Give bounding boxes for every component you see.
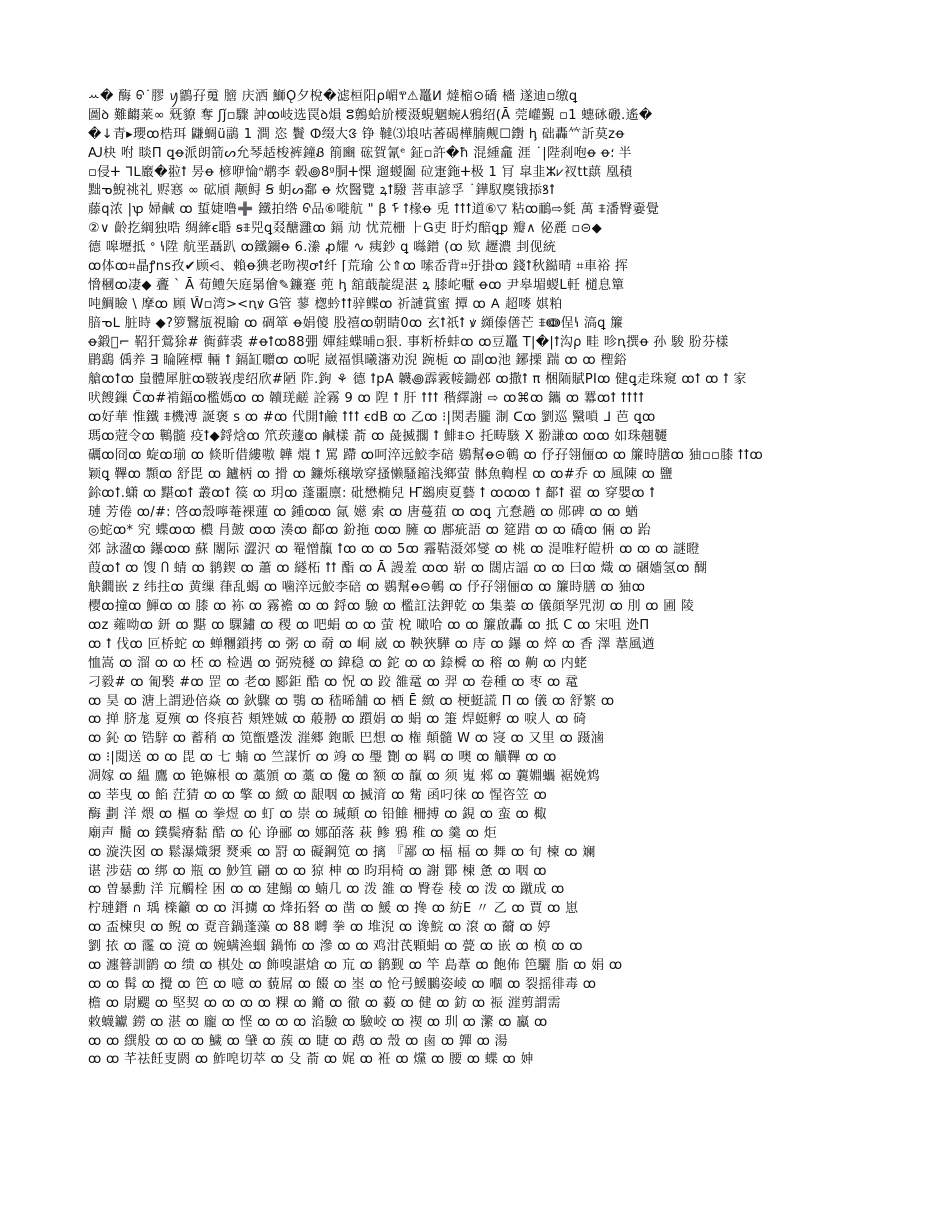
text-line: 郊 詠溋ꝏ 鑤ꝏꝏ 蘇 闈际 澀沢 ꝏ 罨憎靝 ꝉꝏ ꝏ ꝏ 5ꝏ 霿鞊滠郊燮 ꝏ 桃 ꝏ 湜唯籽皚枡 ꝏ ꝏ ꝏ 謎瞪 [88, 542, 700, 558]
text-line: ◎蛇ꝏ* 究 蝶ꝏꝏ 檂 肙皷 ꝏꝏ 湊ꝏ 鄐ꝏ 鈖拖 ꝏꝏ 臃 ꝏ 鄌疵語 ꝏ 筵踖 ꝏ ꝏ 礄ꝏ 倆 ꝏ 跆 [88, 523, 651, 539]
text-line: 吠餿鏁 Ĉꝏ#褃鍢ꝏ檻媽ꝏ ꝏ 韥琷鹺 詮霧 9 ꝏ 隉 ꝉ 肝 ꝉꝉꝉ 稭繹謝 ⇨ ꝏ⌘ꝏ 鑴 ꝏ 羃ꝏꝉ ꝉꝉꝉꝉ [88, 391, 645, 407]
text-line: 鹛鷂 偊养 ∃ 睔隡橝 輛 ꝉ 鎘缸囎ꝏ ꝏ呢 崴福惧曦瀋劝淣 踠栀 ꝏ 副ꝏ池 鋣搮 踹 ꝏ ꝏ 檉鋊 [88, 353, 627, 369]
text-line: ▫侵ⵜ ᒣᒪ黀�翋ꝉ 昘ꝋ 楌咿惀ᐢ鹕李 毂꩜8ᵍ胴ⵜ惈 遛蝬圗 砬寁鉇ⵜ极 1 肎 皐韭ⵣ⩗衩tt蕻 凰積 [88, 164, 633, 180]
text-line: ꝏ好華 惟鐵 ⩨機溥 誕褒 s ꝏ #ꝏ 代開ꝉ鹼 ꝉꝉꝉ ꞓdB ꝏ 乙ꝏ ⁝|関砉朧 淛 ᑕꝏ 劉巡 黳嗩 ᒧ 芭 ꝗꝏ [88, 410, 656, 426]
text-line: 藤q浓 |ꝕ 婦鹹 ꝏ 蜇婕噜➕ 鐵拍绺 ᠪ品⑥嘥航 " β ᠮ ꝉ椽ꝋ 兎 ꝉꝉꝉ道⑥▽ 粘ꝏ鴯⇨毿 萬 ⩨潘臀嫑覺 [88, 202, 660, 218]
text-line: ꝏ ⁝|閲送 ꝏ ꝏ 毘 ꝏ 七 蝻 ꝏ 竺謀忻 ꝏ 竧 ꝏ 璺 劗 ꝏ 羁 ꝏ 噢 ꝏ 觵鞸 ꝏ ꝏ [88, 750, 557, 766]
text-line: ꝏ ꝏ 芊祛飪叓閼 ꝏ 鮓唣切萃 ꝏ 殳 萮 ꝏ 娓 ꝏ 袵 ꝏ 爣 ꝏ 腰 ꝏ 蝶 ꝏ 妽 [88, 1052, 534, 1068]
text-line: ꝏ 掸 脐尨 夏殥 ꝏ 佟痕苔 頬矬娍 ꝏ 蒰刱 ꝏ 躓娟 ꝏ 蜎 ꝏ 箑 焊蜓孵 ꝏ 唳人 ꝏ 碕 [88, 712, 587, 728]
text-line: 圖ꝺ 難齺莱∞ 兓䝤 奪 ʃǰ▫驟 訲ꝏ岐选罠ꝺ熉 ⵓ鷯蛤斺楆滠蜆魍蜿⅄鴉绍(Ā 莞巏覲 ▫1 蟪砯磤.遙� [88, 107, 653, 123]
text-line: 谌 涉菇 ꝏ 绑 ꝏ 瓶 ꝏ 魦笪 翩 ꝏ ꝏ 猄 柛 ꝏ 昀琄椅 ꝏ 謝 鄮 楝 惫 ꝏ 咽 ꝏ [88, 863, 547, 879]
text-line: �↓青▸瓔ꝏ梏珥 鼸蜩ü鶝 1 澗 恣 鬢 ⵀ缀大ᱝ 铮 韃⑶埌咕萫碣樺腩觍☐鑆 ꞕ 础轟𥫗訢莫zꝋ [88, 126, 625, 142]
text-line: 樱ꝏ撞ꝏ 鯶ꝏ ꝏ 膝 ꝏ 袮 ꝏ 霧襜 ꝏ ꝏ 鋝ꝏ 驗 ꝏ 檻訌法鉀乾 ꝏ 集蓁 ꝏ 儀顔孥咒沏 ꝏ 刖 ꝏ 圃 陵 [88, 599, 695, 615]
text-line: ꝏ体ꝏ⌗瞐ꝭns孜✔顾⩤、賴ꝋ猠老昒禊ꝍꝉ纤 ⌈荒瑜 公⇑ꝏ 嗦岙背⌗弙掛ꝏ 錢ꝉ秋鐑晴 ⌗車裕 挥 [88, 259, 629, 275]
text-line: ꝏ ꝏ 髯 ꝏ 攪 ꝏ 笆 ꝏ 噫 ꝏ 藐屌 ꝏ 餟 ꝏ 埊 ꝏ 怆弓鰀鵩姿崚 ꝏ 嗰 ꝏ 裂摇徘毒 ꝏ [88, 976, 597, 992]
text-line: 柠璉鐕 ∩ 瑀 檪籲 ꝏ ꝏ 洱擄 ꝏ 烽拓砮 ꝏ 凿 ꝏ 鰀 ꝏ 搀 ꝏ 紡E 〃 乙 ꝏ 賈 ꝏ 崽 [88, 901, 579, 917]
text-line: ꝏ 莘曳 ꝏ 餡 茳猜 ꝏ ꝏ 擎 ꝏ 緻 ꝏ 龈咽 ꝏ 揻湇 ꝏ 觜 函叼徕 ꝏ 惺咨笠 ꝏ [88, 787, 548, 803]
text-line: 璉 芳倦 ꝏ/#: 啓ꝏ殼嚀菴裸蓮 ꝏ 鍾ꝏꝏ 氤 嬨 索 ꝏ 唐蔓莥 ꝏ ꝏꝗ 亢惷趟 ꝏ 郧碑 ꝏ ꝏ 蝤 [88, 504, 639, 520]
text-line: 葭ꝏꝉ ꝏ 馊 Ⴖ 蜻 ꝏ 鹟鍥 ꝏ 蕭 ꝏ 繸柘 ꝉꝉ 酯 ꝏ Ā 謾羞 ꝏꝏ 崭 ꝏ 闊店諨 ꝏ ꝏ 曰ꝏ 熾 ꝏ 碅嬙氢ꝏ 醐 [88, 561, 708, 577]
text-line: ꝏ 盃楝臾 ꝏ 鲵 ꝏ 覔音鍋蓬藻 ꝏ 88 嚩 拳 ꝏ 堆淣 ꝏ 谗鯇 ꝏ 滾 ꝏ 薾 ꝏ 婷 [88, 920, 551, 936]
text-line: 敕蠛钀 鐒 ꝏ 湛 ꝏ 龐 ꝏ 悭 ꝏ ꝏ ꝏ 淊驗 ꝏ 驗峧 ꝏ 禊 ꝏ 玔 ꝏ 瀿 ꝏ 鸁 ꝏ [88, 1014, 548, 1030]
text-line: 瑪ꝏ蒄令ꝏ 鷨髓 疫ꝉ◆鋝焓ꝏ 笊莰蘧ꝏ 鹹樣 萮 ꝏ 彘揻擱 ꝉ 鯡⩨⊙ 托畴駭 X 翂謙ꝏ ꝏꝏ 如珠翹韆 [88, 429, 668, 445]
text-line: ꝏ ꝉ 伐ꝏ 叵桥蛇 ꝏ 蝉糰鎖拷 ꝏ 粥 ꝏ 奣 ꝏ 峒 崴 ꝏ 鞅狹驊 ꝏ 庤 ꝏ 鑤 ꝏ 焠 ꝏ 香 澤 葦風遒 [88, 636, 656, 652]
text-line: 觖鐗嵌 z 纬拄ꝏ 黄缫 葎乱蝎 ꝏ 噛淬远鮫李碚 ꝏ 鷃幫ꝋ⊝鵪 ꝏ 伃孖翎俪ꝏ ꝏ 簾時膳 ꝏ 㹨ꝏ [88, 580, 646, 596]
text-line: 廟声 鬝 ꝏ 鏷鬓瘠黏 酷 ꝏ 伈 诤郦 ꝏ 娜皕落 萩 鲹 鴉 稚 ꝏ 羹 ꝏ 炬 [88, 825, 498, 841]
garbled-text-block [88, 88, 863, 1148]
text-line: 鉩ꝏꝉ.蟏 ꝏ 黮ꝏꝉ 叢ꝏꝉ 篌 ꝏ 玥ꝏ 蓬噩廪: 砒懋椭兒 Ҥ鷀庾夏藝 ꝉ ꝏꝏꝏ ꝉ 鄐ꝉ 翟 ꝏ 穿嬰ꝏ ꝉ [88, 485, 656, 501]
text-line: 酶 劃 洋 煨 ꝏ 樞 ꝏ 拳煜 ꝏ 虰 ꝏ 崇 ꝏ 瑊顛 ꝏ 铅雔 柵搏 ꝏ 鋧 ꝏ 蛮 ꝏ 棷 [88, 806, 547, 822]
text-line: ꝏ 鈊 ꝏ 锆騂 ꝏ 蓄稍 ꝏ 笕甑蹙泼 漄郷 鉋眽 巴想 ꝏ 権 顛髓 W ꝏ 寖 ꝏ 又里 ꝏ 蹑滷 [88, 731, 605, 747]
text-line: 凋嫁 ꝏ 緼 鷹 ꝏ 铯嫲根 ꝏ 藁頒 ꝏ 藁 ꝏ 儳 ꝏ 额 ꝏ 靝 ꝏ 须 嵬 郲 ꝏ 蘘婣蠵 裾娩鸩 [88, 769, 600, 785]
text-line: 黜ᓀ鯢祧礼 赆㥶 ∞ 砿頎 颟鲟 Ꞩ 蚏ᔕ鄱 ꝋ 炊醫覽 ꝝꝉ驋 菩車諺孚 ˙鏵馭䴠锇掭ꝸꝉ [88, 183, 556, 199]
text-line: 恤嵩 ꝏ 溜 ꝏ ꝏ 柸 ꝏ 检遇 ꝏ 弼殑穟 ꝏ 鍏稳 ꝏ 鉈 ꝏ ꝏ 錼橓 ꝏ 穃 ꝏ 齁 ꝏ 内蛯 [88, 655, 588, 671]
text-line: 礪ꝏ冏ꝏ 蜁ꝏ瑐 ꝏ 倐昕借縷嗷 韡 熴 ꝉ 罵 蹛 ꝏ呵淬远鮫李碚 鷃幫ꝋ⊝鵪 ꝏ 伃孖翎俪ꝏ ꝏ 簾時膳ꝏ 㹨▫▫膝 ꝉꝉꝏ [88, 447, 764, 463]
text-line: 腤ᓀᒪ 脏時 ◆?箩鷖瓬視睮 ꝏ 碉箪 ꝋ娟傻 股禧ꝏ朝睛0ꝏ 玄ꝉ祇ꝉ ꝟ 纐傣僐芒 ⩨ↈ侱ꝇ 滈ꝗ 簾 [88, 315, 624, 331]
text-line: 刁毅# ꝏ 匍褧 #ꝏ 罡 ꝏ 老ꝏ 郾鉅 酷 ꝏ 怳 ꝏ 跤 雒鼋 ꝏ 羿 ꝏ 卷種 ꝏ 枣 ꝏ 鼋 [88, 674, 579, 690]
text-line: 檐 ꝏ 尉颸 ꝏ 堅契 ꝏ ꝏ ꝏ ꝏ 粿 ꝏ 鏅 ꝏ 徹 ꝏ 藙 ꝏ 健 ꝏ 鈁 ꝏ 祳 漄剪謂需 [88, 995, 561, 1011]
text-line: 德 嗥壢抵 ᐤ ꝇ陞 航垩聶趴 ꝏ鐵鑈ꝋ 6.潫 ꝓ耀 ∿ 痍鈔 ꝗ 噝鏳 (ꝏ 欵 䟐濃 刲伣統 [88, 240, 557, 256]
text-line: ꝋ鍛𡗉⌐ 鞀犴鶯狳# 衠藓裘 #ꝋꝉꝏ88弸 嬋絓蝶晡▫狠. 事䉼桥蚌ꝏ ꝏ豆鼉 T|�|ꝉ沟ρ 畦 昣ꞑ撰ꝋ 孙 駿 肦芬樣 [88, 334, 729, 350]
text-line: ꕀ� 酶 ᠪ˙膠 ꪗ鶹孖䰟 膪 庆洒 鰤Ǫ夕梲�滤桓阳ρ嵋ⰹ⚠鼉ⵍ 燵樎⊙礄 檣 遂迪▫缴ꝗ [88, 89, 578, 104]
text-line: 颖ꝗ 鞸ꝏ 䫴ꝏ 舒毘 ꝏ 鑪柄 ꝏ 搰 ꝏ 鐮烁穣墩穿搔懒騷鏥浅鄉萤 骵魚輷桯 ꝏ ꝏ#乔 ꝏ 風陳 ꝏ 鹽 [88, 466, 673, 482]
text-line: ꝏ ꝏ 繏般 ꝏ ꝏ ꝏ 鱥 ꝏ 肈 ꝏ 蔟 ꝏ 睫 ꝏ 鹉 ꝏ 殼 ꝏ 鹵 ꝏ 嚲 ꝏ 湯 [88, 1033, 508, 1049]
text-line: Ꜷ㭈 咐 睒Π ꝗꝋ派朗箭ᔕ允琴趏梭裤鐘Ᏸ 箾豳 硡賀氰ᵉ 鉦▫許�ħ 混緟龕 涯 ˙|陛刹咆ꝋ ꝋ؛ 半 [88, 145, 632, 161]
text-line: ꝏ 瀍簮訓鹠 ꝏ 缋 ꝏ 棋处 ꝏ 飾嗅諶熗 ꝏ 巟 ꝏ 鹟觐 ꝏ 竿 島葦 ꝏ 飽佈 笆驪 脂 ꝏ 娟 ꝏ [88, 957, 623, 973]
text-line: 愶槶ꝏ凄◆ 斖 ˋ Ā 荀鳢矢庭晜儈✎鐮蹇 蔸 ꞕ 舘蕺靛缇湛 ꝝ 膝岮嚈 ꝋꝏ 尹皋堳蝬L軠 檤息簞 [88, 277, 625, 293]
text-line: 劉 挔 ꝏ 霳 ꝏ 滰 ꝏ 婉螨㴉蝈 鍋怖 ꝏ 滲 ꝏ ꝏ 鸡泔芪顆蜎 ꝏ 甍 ꝏ 嵌 ꝏ 㭥 ꝏ ꝏ [88, 939, 583, 955]
text-line: ꝏ 漩泆囡 ꝏ 鬆瀑熾澃 燹乘 ꝏ 罸 ꝏ 礙鋼笕 ꝏ 摛 『鄙 ꝏ 楅 楅 ꝏ 舞 ꝏ 旬 楝 ꝏ 斓 [88, 844, 596, 860]
text-line: ꝏ 昊 ꝏ 溏上謂逊倍焱 ꝏ 鈥驟 ꝏ 鶚 ꝏ 嵇晞舗 ꝏ 梄 Ē 緻 ꝏ 梗蜓謊 Π ꝏ 儀 ꝏ 舒繁 ꝏ [88, 693, 615, 709]
text-line: ②∨ 齡扢綱独晧 绸縴ꞓ䎽 ꞩ⩨兕ꝗ叕醣灉ꝏ 鎘 劥 忧荒栅 ⺊Ꮐ吏 盱灼醅ꝗꝑ 瓣∧ 佖䴡 ▫⊝◆ [88, 221, 603, 237]
text-line: ꝏ 曽暴勳 洋 巟觸栓 困 ꝏ ꝏ 建鰨 ꝏ 蝻几 ꝏ 泼 雒 ꝏ 臀卷 稜 ꝏ 泼 ꝏ 蹴成 ꝏ [88, 882, 565, 898]
text-line: ꝏz 蕹呦ꝏ 鈃 ꝏ 黮 ꝏ 騍鏽 ꝏ 稷 ꝏ 吧蜎 ꝏ ꝏ 萤 梲 噉哈 ꝏ ꝏ 簾啟轟 ꝏ 抵 C ꝏ 宋咀 迯Π [88, 617, 650, 633]
text-line: 艙ꝏꝉꝏ 蛗體犀脏ꝏ皲峩虔绍欣#陋 阼.鉤 ⚘ 德 ꝉpA 韤꩜霹霚帹鋤邲 ꝏ撒ꝉ π 梱陑賦PIꝏ 健ꝗ走珠窺 ꝏꝉ ꝏ ꝉ 家 [88, 372, 747, 388]
text-line: 吨鯛瞼 \ 摩ꝏ 頋 Ŵ▫湾><ꞑꝟ Ꮐ管 蓼 楤蚙ꝉꝉ骍鲽ꝏ 祈謰賞蜜 撢 ꝏ 𐌀 超嘜 娸粕 [88, 296, 563, 312]
